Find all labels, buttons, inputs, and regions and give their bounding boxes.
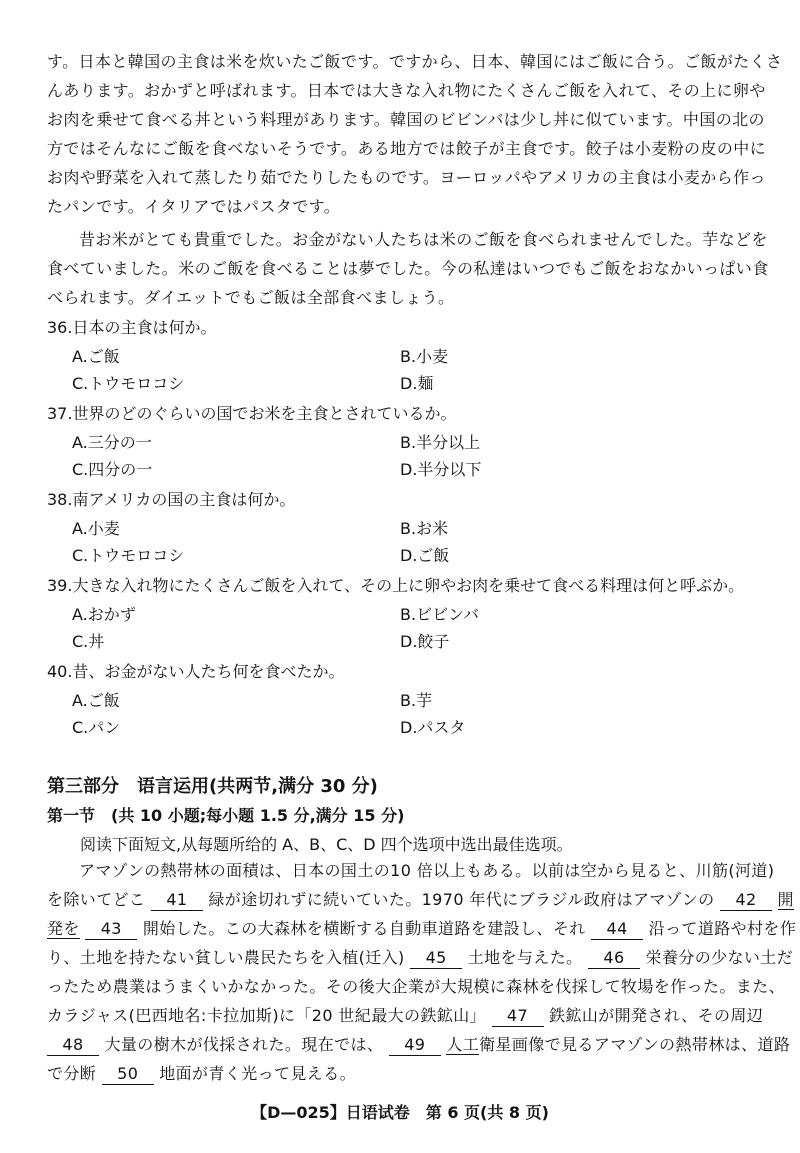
section-subtitle: 第一节 (共 10 小题;每小题 1.5 分,满分 15 分) (47, 806, 405, 825)
passage-line: 食べていました。米のご飯を食べることは夢でした。今の私達はいつでもご飯をおなかいっぱい食 (47, 259, 769, 278)
option-36-a[interactable]: A.ご飯 (72, 347, 120, 366)
option-37-c[interactable]: C.四分の一 (72, 460, 153, 479)
page-footer: 【D—025】日语试卷 第 6 页(共 8 页) (251, 1103, 549, 1122)
option-39-a[interactable]: A.おかず (72, 605, 136, 624)
cloze-text: 土地を与えた。 (467, 948, 583, 967)
blank-49[interactable]: 49 (389, 1035, 441, 1056)
question-38: 38.南アメリカの国の主食は何か。 (47, 490, 296, 509)
option-39-b[interactable]: B.ビビンバ (400, 605, 479, 624)
question-40: 40.昔、お金がない人たち何を食べたか。 (47, 662, 345, 681)
cloze-line (47, 943, 794, 972)
option-38-a[interactable]: A.小麦 (72, 519, 120, 538)
cloze-line (47, 1030, 791, 1059)
option-37-d[interactable]: D.半分以下 (400, 460, 482, 479)
blank-43[interactable]: 43 (85, 919, 137, 940)
blank-44[interactable]: 44 (591, 919, 643, 940)
cloze-line (47, 1001, 767, 1030)
blank-50[interactable]: 50 (102, 1064, 154, 1085)
cloze-text: 鉄鉱山が開発され、その周辺 (549, 1006, 764, 1025)
blank-41[interactable]: 41 (151, 890, 203, 911)
option-37-a[interactable]: A.三分の一 (72, 433, 152, 452)
cloze-text: カラジャス(巴西地名:卡拉加斯)に「20 世紀最大の鉄鉱山」 (47, 1006, 487, 1025)
blank-47[interactable]: 47 (492, 1006, 544, 1027)
cloze-text: 地面が青く光って見える。 (159, 1064, 357, 1083)
option-36-b[interactable]: B.小麦 (400, 347, 449, 366)
option-36-d[interactable]: D.麺 (400, 374, 434, 393)
option-39-d[interactable]: D.餃子 (400, 632, 450, 651)
question-37: 37.世界のどのぐらいの国でお米を主食とされているか。 (47, 404, 457, 423)
option-38-c[interactable]: C.トウモロコシ (72, 546, 185, 565)
option-38-b[interactable]: B.お米 (400, 519, 449, 538)
cloze-line (47, 1059, 767, 1088)
passage-line: たパンです。イタリアではパスタです。 (47, 197, 341, 216)
question-36: 36.日本の主食は何か。 (47, 318, 217, 337)
option-36-c[interactable]: C.トウモロコシ (72, 374, 185, 393)
cloze-text: 開始した。この大森林を横断する自動車道路を建設し、それ (142, 919, 586, 938)
option-40-b[interactable]: B.芋 (400, 691, 433, 710)
passage-line: お肉や野菜を入れて蒸したり茹でたりしたものです。ヨーロッパやアメリカの主食は小麦から作っ (47, 168, 766, 187)
passage-line: す。日本と韓国の主食は米を炊いたご飯です。ですから、日本、韓国にはご飯に合う。ご飯がたくさ (47, 52, 783, 71)
reading-passage-2 (47, 225, 767, 312)
cloze-line (47, 914, 797, 943)
cloze-text: で分断 (47, 1064, 97, 1083)
option-40-d[interactable]: D.パスタ (400, 718, 466, 737)
reading-passage-1 (47, 47, 783, 221)
option-40-a[interactable]: A.ご飯 (72, 691, 120, 710)
cloze-text: 開 (777, 890, 794, 909)
blank-46[interactable]: 46 (588, 948, 640, 969)
option-37-b[interactable]: B.半分以上 (400, 433, 481, 452)
option-40-c[interactable]: C.パン (72, 718, 121, 737)
passage-line: お肉を乗せて食べる丼という料理があります。韓国のビビンバは少し丼に似ています。中国の北の (47, 110, 765, 129)
section-title: 第三部分 语言运用(共两节,满分 30 分) (47, 776, 378, 797)
cloze-line: ったため農業はうまくいかなかった。その後大企業が大規模に森林を伐採して牧場を作った。また、 (47, 977, 786, 996)
option-39-c[interactable]: C.丼 (72, 632, 105, 651)
blank-48[interactable]: 48 (47, 1035, 99, 1056)
section-instruction: 阅读下面短文,从每题所给的 A、B、C、D 四个选项中选出最佳选项。 (80, 835, 573, 854)
cloze-text: 栄養分の少ない土だ (645, 948, 794, 967)
cloze-text: 人工 (446, 1035, 480, 1054)
blank-42[interactable]: 42 (720, 890, 772, 911)
passage-line: 昔お米がとても貴重でした。お金がない人たちは米のご飯を食べられませんでした。芋などを (79, 230, 768, 249)
cloze-text: 発を (47, 919, 80, 938)
cloze-line (47, 885, 794, 914)
cloze-text: り、土地を持たない貧しい農民たちを入植(迁入) (47, 948, 405, 967)
blank-45[interactable]: 45 (410, 948, 462, 969)
cloze-line: アマゾンの熱帯林の面積は、日本の国土の10 倍以上もある。以前は空から見ると、川筋(河道) (79, 861, 775, 880)
cloze-text: 緑が途切れずに続いていた。1970 年代にブラジル政府はアマゾンの (208, 890, 715, 909)
question-39: 39.大きな入れ物にたくさんご飯を入れて、その上に卵やお肉を乗せて食べる料理は何と呼ぶか。 (47, 576, 745, 595)
cloze-text: 衛星画像で見るアマゾンの熱帯林は、道路 (479, 1035, 791, 1054)
cloze-passage (47, 856, 797, 1088)
passage-line: べられます。ダイエットでもご飯は全部食べましょう。 (47, 288, 455, 307)
passage-line: んあります。おかずと呼ばれます。日本では大きな入れ物にたくさんご飯を入れて、その上に卵や (47, 81, 766, 100)
cloze-text: 大量の樹木が伐採された。現在では、 (104, 1035, 384, 1054)
option-38-d[interactable]: D.ご飯 (400, 546, 450, 565)
cloze-text: 沿って道路や村を作 (648, 919, 797, 938)
cloze-text: を除いてどこ (47, 890, 146, 909)
passage-line: 方ではそんなにご飯を食べないそうです。ある地方では餃子が主食です。餃子は小麦粉の皮の中に (47, 139, 767, 158)
